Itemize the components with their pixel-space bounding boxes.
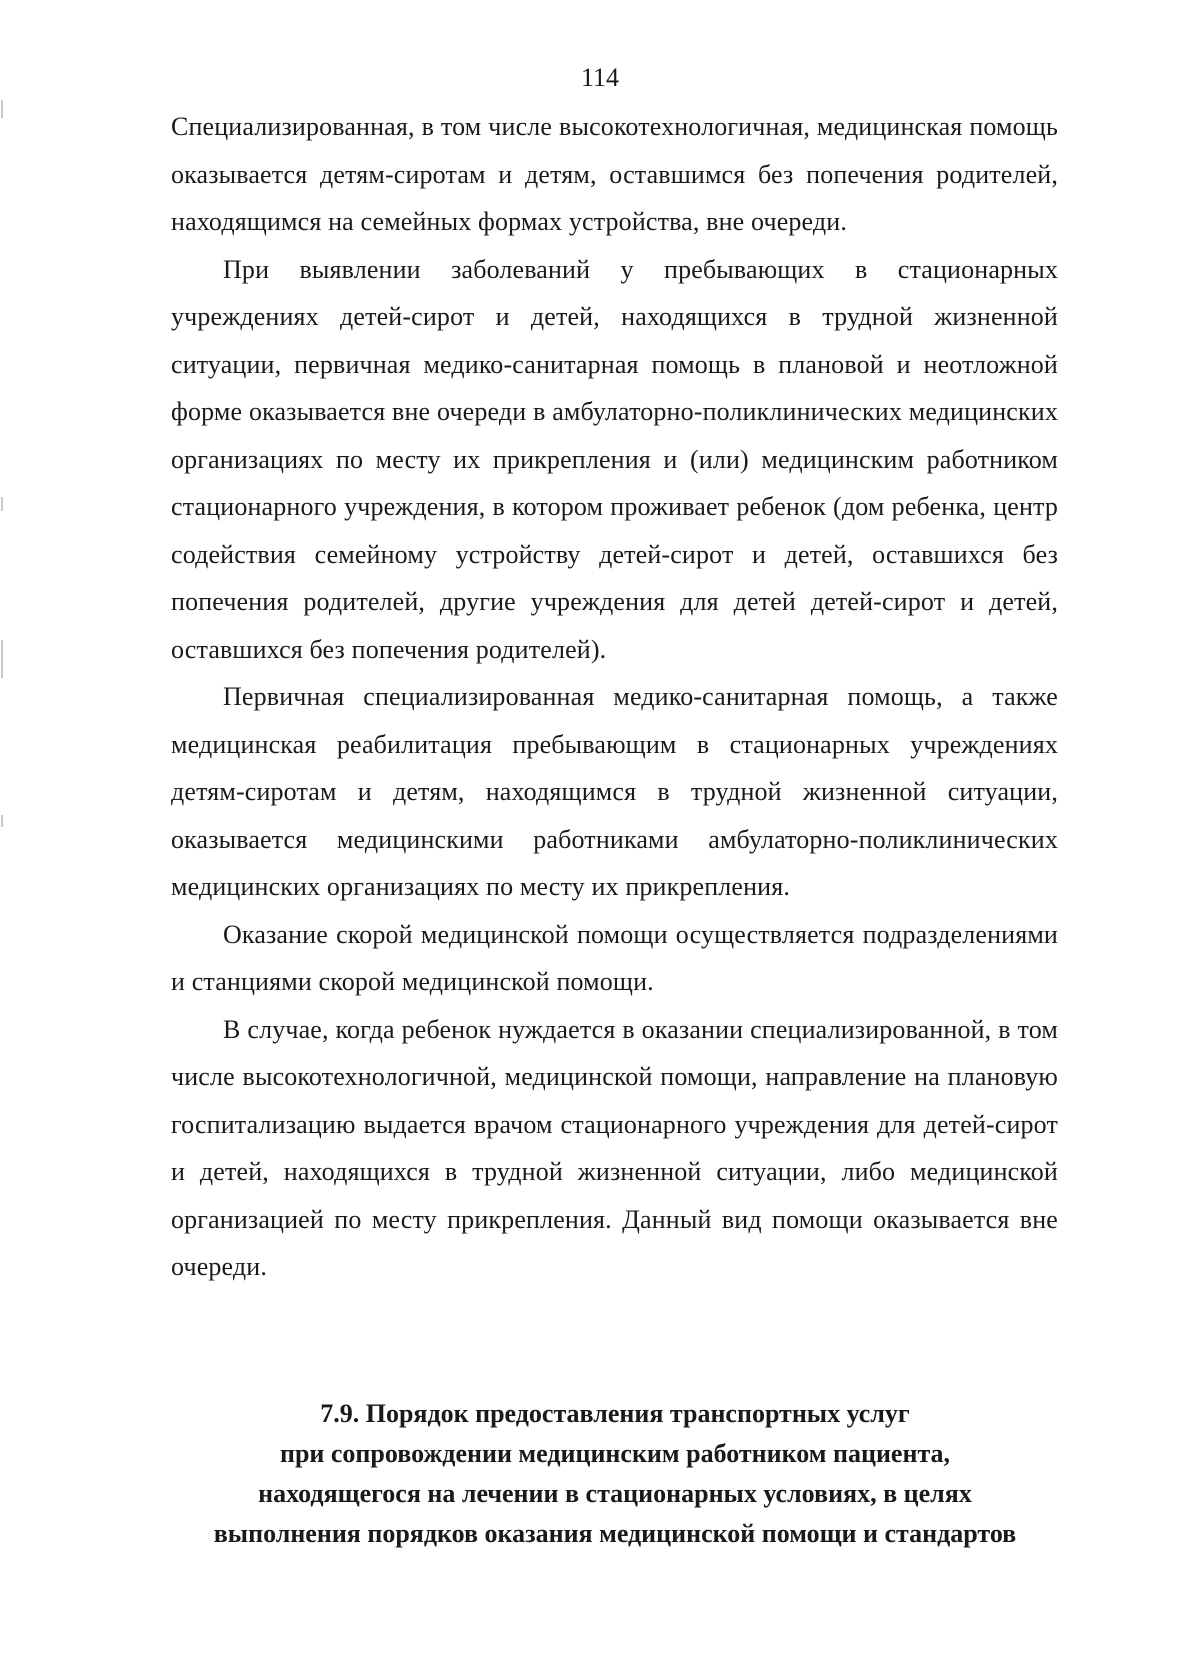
scan-edge-mark [1, 497, 3, 511]
scan-edge-mark [1, 640, 3, 678]
paragraph: Оказание скорой медицинской помощи осуществляется подразделениями и станциями скорой медицинской помощи. [171, 919, 1058, 996]
paragraph: При выявлении заболеваний у пребывающих в стационарных учреждениях детей-сирот и детей, находящихся в трудной жизненной ситуации, первичная медико-санитарная помощь в плановой и неотложной форме оказывается вне очереди в амбулаторно-поликлинических медицинских организациях по месту их прикрепления и (или) медицинским работником стационарного учреждения, в котором проживает ребенок (дом ребенка, центр содействия семейному устройству детей-сирот и детей, оставшихся без попечения родителей, другие учреждения для детей детей-сирот и детей, оставшихся без попечения родителей). [171, 254, 1058, 664]
scan-edge-mark [1, 100, 3, 118]
paragraph: Первичная специализированная медико-санитарная помощь, а также медицинская реабилитация пребывающим в стационарных учреждениях детям-сиротам и детям, находящимся в трудной жизненной ситуации, оказывается медицинскими работниками амбулаторно-поликлинических медицинских организациях по месту их прикрепления. [171, 682, 1058, 901]
section-heading [150, 1394, 1080, 1554]
paragraph: В случае, когда ребенок нуждается в оказании специализированной, в том числе высокотехнологичной, медицинской помощи, направление на плановую госпитализацию выдается врачом стационарного учреждения для детей-сирот и детей, находящихся в трудной жизненной ситуации, либо медицинской организацией по месту прикрепления. Данный вид помощи оказывается вне очереди. [171, 1014, 1058, 1281]
page-number: 114 [580, 63, 620, 92]
scan-edge-mark [1, 815, 3, 827]
section-heading-line: находящегося на лечении в стационарных условиях, в целях [258, 1479, 972, 1508]
section-heading-line: 7.9. Порядок предоставления транспортных услуг [320, 1399, 910, 1428]
body-text [171, 103, 1058, 1291]
paragraph: Специализированная, в том числе высокотехнологичная, медицинская помощь оказывается детям-сиротам и детям, оставшимся без попечения родителей, находящимся на семейных формах устройства, вне очереди. [171, 112, 1058, 236]
section-heading-line: выполнения порядков оказания медицинской помощи и стандартов [213, 1519, 1017, 1548]
section-heading-line: при сопровождении медицинским работником пациента, [279, 1439, 951, 1468]
